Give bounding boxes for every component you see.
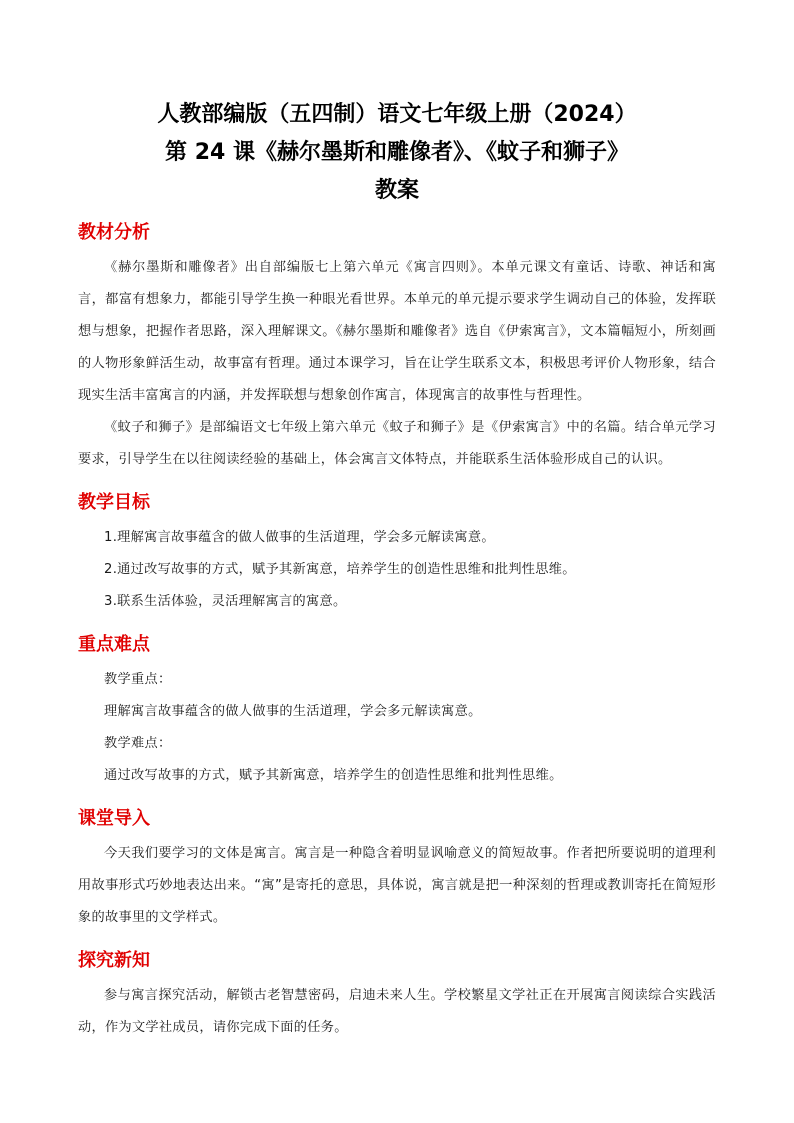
analysis-paragraph-1: 《赫尔墨斯和雕像者》出自部编版七上第六单元《寓言四则》。本单元课文有童话、诗歌、神话和寓言，都富有想象力，都能引导学生换一种眼光看世界。本单元的单元提示要求学生调动自己的体验，发挥联想与想象，把握作者思路，深入理解课文。《赫尔墨斯和雕像者》选自《伊索寓言》，文本篇幅短小，所刻画的人物形象鲜活生动，故事富有哲理。通过本课学习，旨在让学生联系文本，积极思考评价人物形象，结合现实生活丰富寓言的内涵，并发挥联想与想象创作寓言，体现寓言的故事性与哲理性。 xyxy=(78,260,716,403)
key-text: 理解寓言故事蕴含的做人做事的生活道理，学会多元解读寓意。 xyxy=(104,704,482,719)
title-line-3: 教案 xyxy=(374,178,419,203)
key-label: 教学重点： xyxy=(104,672,172,687)
intro-paragraph: 今天我们要学习的文体是寓言。寓言是一种隐含着明显讽喻意义的简短故事。作者把所要说明的道理利用故事形式巧妙地表达出来。“寓”是寄托的意思，具体说，寓言就是把一种深刻的哲理或教训寄托在简短形象的故事里的文学样式。 xyxy=(78,846,716,925)
heading-intro: 课堂导入 xyxy=(78,808,150,829)
analysis-paragraph-2: 《蚊子和狮子》是部编语文七年级上第六单元《蚊子和狮子》是《伊索寓言》中的名篇。结合单元学习要求，引导学生在以往阅读经验的基础上，体会寓言文体特点，并能联系生活体验形成自己的认识。 xyxy=(78,420,716,467)
document-title xyxy=(78,96,716,210)
heading-explore: 探究新知 xyxy=(78,950,150,971)
heading-keypoints: 重点难点 xyxy=(78,634,150,655)
goal-item-2: 2.通过改写故事的方式，赋予其新寓意，培养学生的创造性思维和批判性思维。 xyxy=(104,562,576,577)
goal-item-1: 1.理解寓言故事蕴含的做人做事的生活道理，学会多元解读寓意。 xyxy=(104,530,495,545)
heading-analysis: 教材分析 xyxy=(78,222,150,243)
title-line-2: 第 24 课《赫尔墨斯和雕像者》、《蚊子和狮子》 xyxy=(165,140,629,165)
title-line-1: 人教部编版（五四制）语文七年级上册（2024） xyxy=(157,102,637,127)
difficulty-text: 通过改写故事的方式，赋予其新寓意，培养学生的创造性思维和批判性思维。 xyxy=(104,768,563,783)
difficulty-label: 教学难点： xyxy=(104,736,172,751)
explore-paragraph: 参与寓言探究活动，解锁古老智慧密码，启迪未来人生。学校繁星文学社正在开展寓言阅读综合实践活动，作为文学社成员，请你完成下面的任务。 xyxy=(78,988,716,1035)
heading-goals: 教学目标 xyxy=(78,492,150,513)
goal-item-3: 3.联系生活体验，灵活理解寓言的寓意。 xyxy=(104,594,347,609)
